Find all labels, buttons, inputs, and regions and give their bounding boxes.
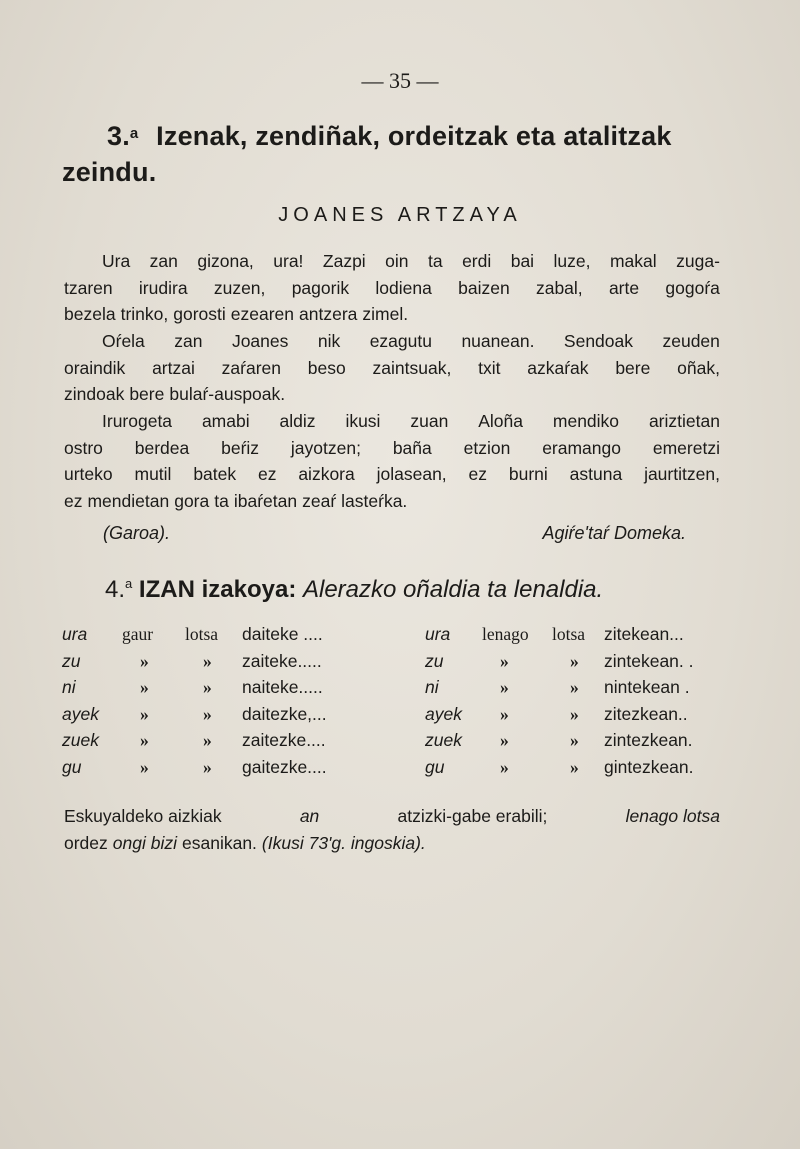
paragraph-line: Ura zan gizona, ura! Zazpi oin ta erdi bai luze, makal zuga-: [102, 251, 720, 271]
conjugation-cell: gu: [62, 756, 82, 777]
conjugation-cell: daitezke,...: [242, 703, 327, 724]
conjugation-cell: »: [140, 756, 149, 777]
paragraph-line: tzaren irudira zuzen, pagorik lodiena baizen zabal, arte gogoŕa: [64, 277, 720, 298]
conjugation-cell: zu: [425, 650, 444, 671]
source-citation: (Garoa).: [103, 523, 171, 543]
conjugation-cell: zintezkean.: [604, 730, 693, 750]
conjugation-cell: »: [203, 730, 212, 750]
author-name: Agiŕe'taŕ Domeka.: [542, 523, 686, 543]
conjugation-cell: gaitezke....: [242, 756, 327, 777]
conjugation-cell: »: [570, 703, 579, 724]
conjugation-cell: zaiteke.....: [242, 650, 322, 671]
conjugation-cell: »: [500, 703, 509, 724]
conjugation-cell: »: [570, 677, 579, 697]
conjugation-cell: zintekean. .: [604, 650, 694, 671]
conjugation-cell: »: [203, 703, 212, 724]
conjugation-cell: ura: [62, 624, 88, 644]
conjugation-cell: »: [203, 677, 212, 697]
conjugation-cell: ayek: [425, 703, 462, 724]
heading-text-line2: zeindu.: [62, 157, 157, 187]
conjugation-cell: gu: [425, 756, 445, 777]
conjugation-cell: »: [500, 650, 509, 671]
paragraph: [64, 328, 720, 408]
heading-text-line1: Izenak, zendiñak, ordeitzak eta atalitzak: [156, 121, 672, 151]
section-heading-3: [62, 118, 732, 190]
conjugation-cell: »: [140, 677, 149, 697]
conjugation-cell: »: [570, 730, 579, 750]
footnote: Eskuyaldeko aizkiak an atzizki-gabe erabili; lenago lotsa ordez ongi bizi esanikan. (Ikusi 73'g. ingoskia).: [64, 806, 720, 853]
conjugation-cell: gaur: [122, 624, 154, 644]
conjugation-cell: nintekean .: [604, 677, 690, 697]
paragraph-line: bezela trinko, gorosti ezearen antzera zimel.: [64, 304, 409, 325]
paragraph-line: urteko mutil batek ez aizkora jolasean, ez burni astuna jaurtitzen,: [64, 464, 720, 485]
section-heading-4: [105, 576, 603, 604]
conjugation-cell: ni: [425, 677, 439, 697]
conjugation-cell: ura: [425, 624, 451, 644]
paragraph-line: oraindik artzai zaŕaren beso zaintsuak, txit azkaŕak bere oñak,: [64, 357, 720, 378]
conjugation-cell: »: [570, 756, 579, 777]
paragraph-line: Oŕela zan Joanes nik ezagutu nuanean. Sendoak zeuden: [102, 331, 720, 351]
heading4-bold-word: IZAN: [138, 576, 195, 603]
conjugation-cell: ayek: [62, 703, 99, 724]
paragraph-line: ez mendietan gora ta ibaŕetan zeaŕ lasteŕka.: [64, 490, 408, 511]
conjugation-cell: zaitezke....: [242, 730, 326, 750]
conjugation-cell: »: [500, 677, 509, 697]
conjugation-cell: »: [500, 756, 509, 777]
conjugation-cell: »: [140, 703, 149, 724]
conjugation-cell: zuek: [62, 730, 99, 750]
heading4-word: izakoya:: [201, 576, 297, 603]
conjugation-table: [0, 624, 800, 784]
conjugation-cell: lotsa: [185, 624, 219, 644]
heading4-italic: Alerazko oñaldia ta lenaldia.: [302, 576, 604, 603]
conjugation-cell: zitekean...: [604, 624, 684, 644]
conjugation-cell: »: [140, 730, 149, 750]
paragraph-line: zindoak bere bulaŕ-auspoak.: [64, 384, 286, 405]
conjugation-cell: naiteke.....: [242, 677, 323, 697]
conjugation-cell: »: [203, 650, 212, 671]
conjugation-cell: zuek: [425, 730, 462, 750]
conjugation-cell: »: [203, 756, 212, 777]
paragraph: [64, 248, 720, 328]
heading4-number: 4.$^a$: [105, 576, 133, 603]
paragraph-line: Irurogeta amabi aldiz ikusi zuan Aloña mendiko ariztietan: [102, 411, 720, 431]
conjugation-cell: daiteke ....: [242, 624, 323, 644]
story-title: JOANES ARTZAYA: [278, 204, 522, 226]
heading-number: 3.$^a$: [107, 121, 139, 151]
conjugation-cell: lenago: [482, 624, 529, 644]
conjugation-cell: lotsa: [552, 624, 586, 644]
paragraph-line: ostro berdea beŕiz jayotzen; baña etzion eramango emeretzi: [64, 437, 720, 458]
conjugation-cell: gintezkean.: [604, 756, 694, 777]
conjugation-cell: »: [570, 650, 579, 671]
paragraph: [64, 408, 720, 514]
conjugation-cell: zu: [62, 650, 81, 671]
conjugation-cell: ni: [62, 677, 76, 697]
page-number: — 35 —: [361, 68, 439, 93]
conjugation-cell: »: [140, 650, 149, 671]
conjugation-cell: zitezkean..: [604, 703, 688, 724]
conjugation-cell: »: [500, 730, 509, 750]
